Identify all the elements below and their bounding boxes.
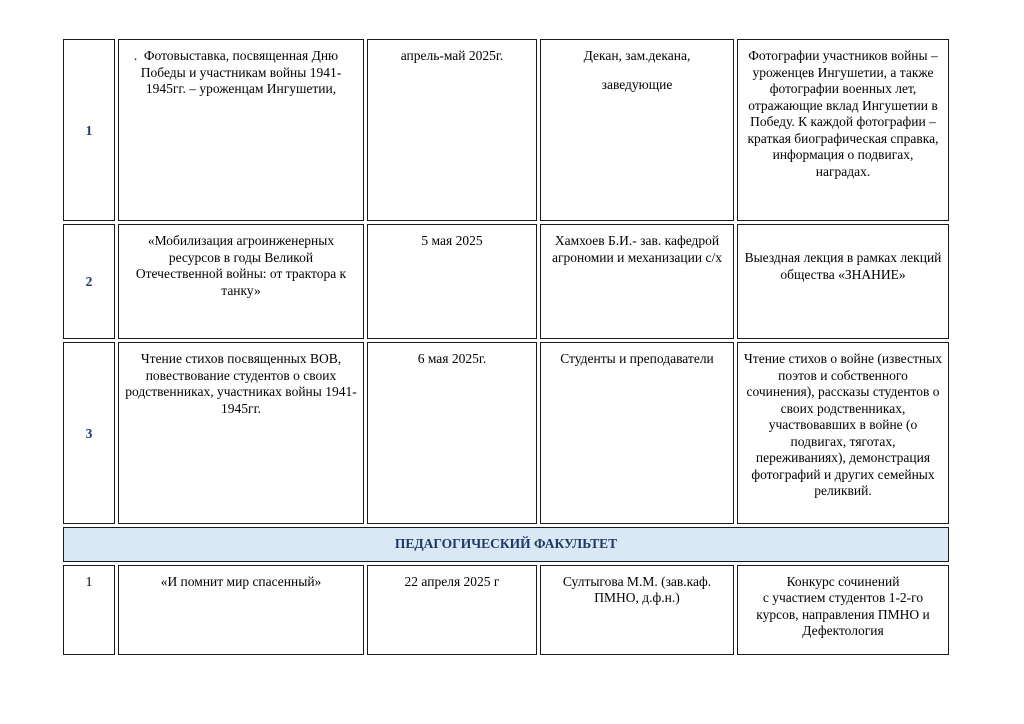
row-number: 2 — [63, 224, 115, 339]
event-cell: «Мобилизация агроинженерных ресурсов в годы Великой Отечественной войны: от трактора к танку» — [118, 224, 364, 339]
date-cell: 6 мая 2025г. — [367, 342, 537, 524]
row-number: 1 — [63, 39, 115, 221]
table-row — [63, 342, 949, 524]
description-line: Конкурс сочинений — [786, 573, 900, 589]
event-cell: Чтение стихов посвященных ВОВ, повествование студентов о своих родственниках, участниках войны 1941-1945гг. — [118, 342, 364, 524]
table-row — [63, 39, 949, 221]
row-number: 1 — [63, 565, 115, 655]
events-table — [60, 36, 952, 658]
event-cell — [118, 39, 364, 221]
responsible-cell: Султыгова М.М. (зав.каф. ПМНО, д.ф.н.) — [540, 565, 734, 655]
table-row — [63, 565, 949, 655]
row-number: 3 — [63, 342, 115, 524]
date-cell: 22 апреля 2025 г — [367, 565, 537, 655]
responsible-line: Декан, зам.декана, — [583, 48, 691, 63]
description-cell: Фотографии участников войны – уроженцев Ингушетии, а также фотографии военных лет, отражающие вклад Ингушетии в Победу. К каждой фотографии – краткая биографическая справка, информация о подвигах, наградах. — [737, 39, 949, 221]
responsible-cell: Хамхоев Б.И.- зав. кафедрой агрономии и механизации с/х — [540, 224, 734, 339]
responsible-cell: Студенты и преподаватели — [540, 342, 734, 524]
table-row — [63, 224, 949, 339]
date-cell: 5 мая 2025 — [367, 224, 537, 339]
description-cell: Чтение стихов о войне (известных поэтов и собственного сочинения), рассказы студентов о своих родственниках, участвовавших в войне (о подвигах, тяготах, переживаниях), демонстрация фотографий и других семейных реликвий. — [737, 342, 949, 524]
description-cell: Выездная лекция в рамках лекций общества «ЗНАНИЕ» — [737, 224, 949, 339]
event-cell: «И помнит мир спасенный» — [118, 565, 364, 655]
responsible-line: заведующие — [601, 76, 673, 92]
leading-dot: . — [133, 48, 138, 63]
responsible-cell — [540, 39, 734, 221]
event-title: Фотовыставка, посвященная Дню Победы и участникам войны 1941-1945гг. – уроженцам Ингушетии, — [140, 48, 342, 96]
description-line: с участием студентов 1-2-го курсов, направления ПМНО и Дефектология — [756, 590, 930, 638]
description-cell — [737, 565, 949, 655]
date-cell: апрель-май 2025г. — [367, 39, 537, 221]
faculty-header: ПЕДАГОГИЧЕСКИЙ ФАКУЛЬТЕТ — [63, 527, 949, 562]
faculty-header-row — [63, 527, 949, 562]
